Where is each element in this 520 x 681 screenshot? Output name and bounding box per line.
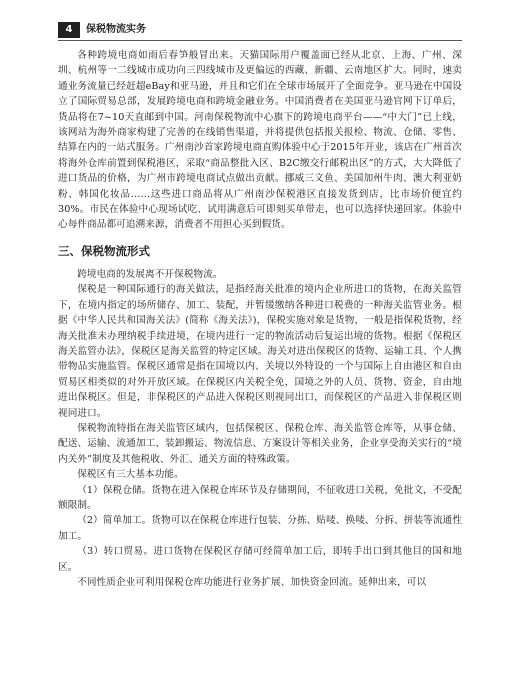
page-header — [58, 22, 462, 38]
paragraph-bonded-logistics: 保税物流特指在海关监管区域内，包括保税区、保税仓库、海关监管仓库等，从事仓储、配送、运输、流通加工、装卸搬运、物流信息、方案设计等相关业务，企业享受海关实行的“境内关外”制度及其他税收、外汇、通关方面的特殊政策。 — [58, 422, 462, 465]
paragraph-functions-intro: 保税区有三大基本功能。 — [77, 469, 184, 481]
section-heading: 三、保税物流形式 — [58, 243, 150, 258]
page-number: 4 — [58, 22, 80, 38]
page-body — [58, 48, 462, 590]
paragraph-continuation: 不同性质企业可利用保税仓库功能进行业务扩展、加快资金回流。延伸出来，可以 — [77, 577, 427, 588]
list-item-transit-trade: （3）转口贸易。进口货物在保税区存储可经简单加工后，即转手出口到其他目的国和地区。 — [58, 546, 462, 573]
header-rule — [58, 40, 462, 41]
paragraph-ecommerce-growth: 各种跨境电商如雨后春笋般冒出来。天猫国际用户覆盖面已经从北京、上海、广州、深圳、杭州等一二线城市成功向三四线城市及更偏远的西藏、新疆、云南地区扩大。同时，速卖通业务流量已经赶超eBay和亚马逊，并且和它们在全球市场展开了全面竞争。亚马逊在中国设立了国际贸易总部，发展跨境电商和跨境金融业务。中国消费者在美国亚马逊官网下订单后，货品将在7~10天直邮到中国。河南保税物流中心旗下的跨境电商平台——“中大门”已上线，该网站为海外商家构建了完善的在线销售渠道，并将提供包括报关报检、物流、仓储、零售、结算在内的一站式服务。广州南沙首家跨境电商直购体验中心于2015年开业，该店在广州首次将海外仓库前置到保税港区，采取“商品整批入区、B2C缴交行邮税出区”的方式，大大降低了进口货品的价格，为广州市跨境电商试点做出贡献。挪威三文鱼、美国加州牛肉、澳大利亚奶粉、韩国化妆品……这些进口商品将从广州南沙保税港区直接发货到店，比市场价便宜约30%。市民在体验中心现场试吃、试用满意后可即刻买单带走，也可以选择快递回家。体验中心每件商品都可追溯来源，消费者不用担心买到假货。 — [58, 50, 462, 231]
paragraph-bonded-definition: 保税是一种国际通行的海关做法，是指经海关批准的境内企业所进口的货物，在海关监管下，在境内指定的场所储存、加工、装配，并暂缓缴纳各种进口税费的一种海关监管业务。根据《中华人民共和国海关法》(简称《海关法》)，保税实施对象是货物，一般是指保税货物，经海关批准未办理纳税手续进境，在境内进行一定的物流活动后复运出境的货物。根据《保税区海关监管办法》，保税区是海关监管的特定区域。海关对进出保税区的货物、运输工具、个人携带物品实施监管。保税区通常是指在国境以内、关境以外特设的一个与国际上自由港区和自由贸易区相类似的对外开放区域。在保税区内关税全免，国境之外的人员、货物、资金，自由地进出保税区。但是，非保税区的产品进入保税区则视同出口，而保税区的产品进入非保税区则视同进口。 — [58, 284, 462, 419]
paragraph-intro: 跨境电商的发展离不开保税物流。 — [77, 268, 223, 280]
running-title: 保税物流实务 — [86, 24, 146, 35]
list-item-processing: （2）简单加工。货物可以在保税仓库进行包装、分拣、贴唛、换唛、分拆、拼装等流通性加工。 — [58, 515, 462, 542]
list-item-storage: （1）保税仓储。货物在进入保税仓库环节及存储期间，不征收进口关税，免批文，不受配额限制。 — [58, 484, 462, 511]
